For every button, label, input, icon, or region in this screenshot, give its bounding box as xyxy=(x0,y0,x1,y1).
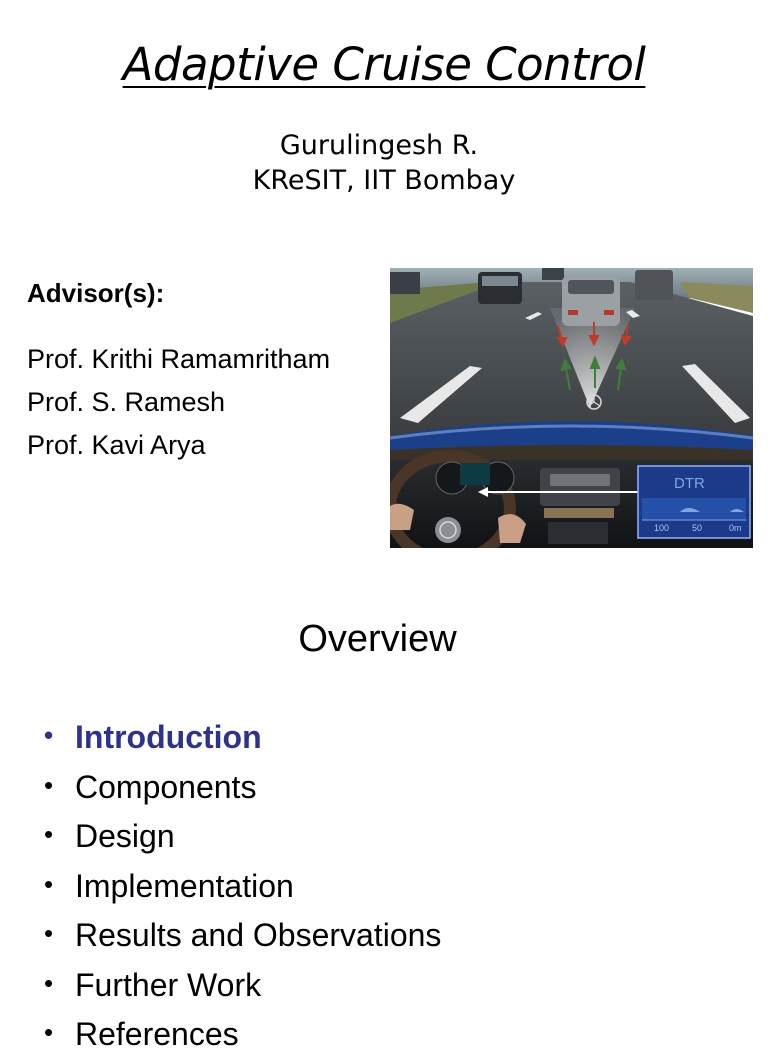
advisor-name: Prof. Krithi Ramamritham xyxy=(27,344,331,374)
display-label: DTR xyxy=(674,475,705,492)
list-item: • Implementation xyxy=(40,862,441,912)
advisor-name: Prof. Kavi Arya xyxy=(27,430,206,460)
overview-list xyxy=(40,713,441,1060)
list-item: • Results and Observations xyxy=(40,911,441,961)
advisor-list xyxy=(27,338,330,467)
advisors-heading: Advisor(s): xyxy=(27,278,165,308)
scale-label: 100 xyxy=(654,523,670,533)
slide-title: Adaptive Cruise Control xyxy=(122,38,646,91)
list-item: • Further Work xyxy=(40,961,441,1011)
scale-label: 50 xyxy=(692,523,703,533)
list-item: • References xyxy=(40,1010,441,1060)
list-item: • Design xyxy=(40,812,441,862)
list-item: • Introduction xyxy=(40,713,441,763)
author-block xyxy=(0,128,768,198)
overview-title: Overview xyxy=(298,618,457,660)
scale-label: 0m xyxy=(729,523,742,533)
author-name: Gurulingesh R. xyxy=(279,130,479,161)
list-item: • Components xyxy=(40,763,441,813)
acc-illustration-photo xyxy=(390,268,753,548)
author-affiliation: KReSIT, IIT Bombay xyxy=(252,165,516,196)
advisor-name: Prof. S. Ramesh xyxy=(27,387,226,417)
